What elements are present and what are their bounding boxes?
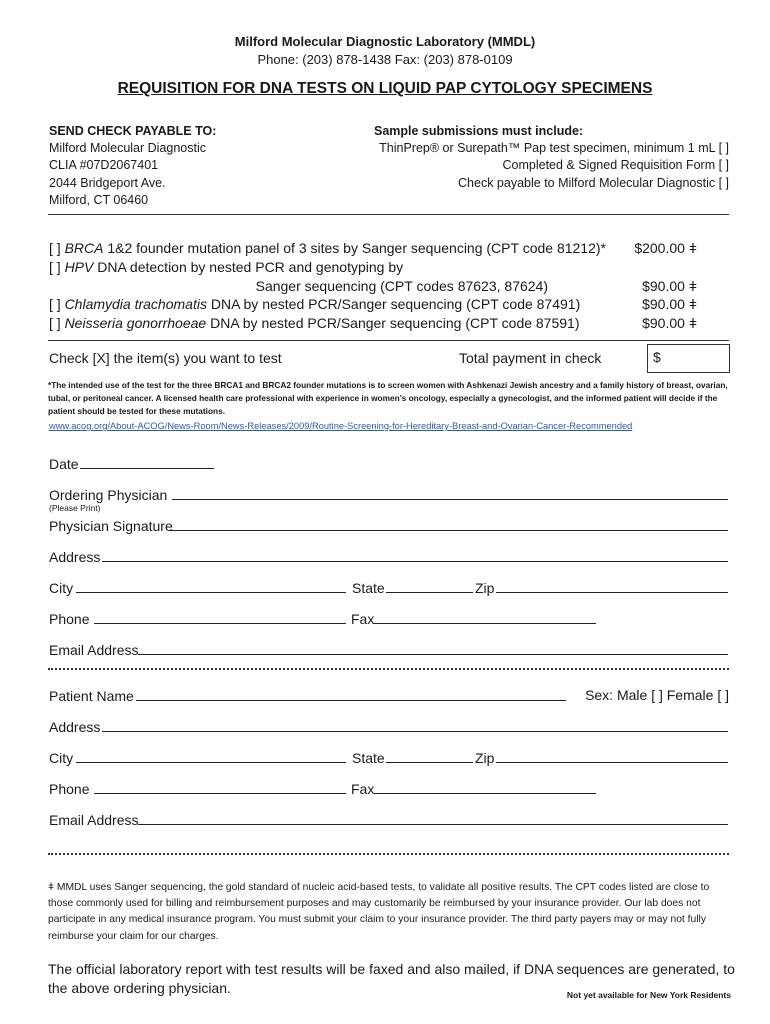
patient-city-field[interactable] xyxy=(76,762,346,763)
section-divider xyxy=(48,853,729,855)
ny-note: Not yet available for New York Residents xyxy=(566,990,731,1000)
payable-line: Milford, CT 06460 xyxy=(49,193,149,207)
test-row-hpv[interactable] xyxy=(49,259,403,275)
check-instruction: Check [X] the item(s) you want to test xyxy=(49,350,282,366)
submission-item-form[interactable]: Completed & Signed Requisition Form [ ] xyxy=(502,158,729,172)
ordering-physician-label: Ordering Physician xyxy=(49,487,168,503)
physician-zip-field[interactable] xyxy=(496,592,728,593)
submission-item-check[interactable]: Check payable to Milford Molecular Diagnostic [ ] xyxy=(458,176,729,190)
physician-fax-field[interactable] xyxy=(374,623,596,624)
physician-state-label: State xyxy=(352,580,385,596)
checkbox[interactable]: [ ] xyxy=(49,315,61,331)
physician-address-label: Address xyxy=(49,549,101,565)
test-description-hpv-cont: Sanger sequencing (CPT codes 87623, 87624) xyxy=(255,278,548,294)
physician-city-field[interactable] xyxy=(76,592,346,593)
patient-address-field[interactable] xyxy=(102,731,728,732)
test-row-brca[interactable] xyxy=(49,240,606,256)
patient-zip-field[interactable] xyxy=(496,762,728,763)
test-name: BRCA xyxy=(64,240,104,256)
patient-name-label: Patient Name xyxy=(49,688,134,704)
physician-phone-field[interactable] xyxy=(94,623,346,624)
test-description: 1&2 founder mutation panel of 3 sites by Sanger sequencing (CPT code 81212)* xyxy=(103,240,606,256)
test-name: Chlamydia trachomatis xyxy=(64,296,207,312)
patient-email-field[interactable] xyxy=(138,824,728,825)
checkbox[interactable]: [ ] xyxy=(49,240,61,256)
physician-fax-label: Fax xyxy=(351,611,375,627)
physician-address-field[interactable] xyxy=(102,561,728,562)
patient-phone-label: Phone xyxy=(49,781,90,797)
patient-name-field[interactable] xyxy=(136,700,566,701)
lab-contact: Phone: (203) 878-1438 Fax: (203) 878-0109 xyxy=(257,52,513,67)
divider xyxy=(48,340,729,341)
patient-city-label: City xyxy=(49,750,74,766)
sequencing-note: ǂ MMDL uses Sanger sequencing, the gold standard of nucleic acid-based tests, to validate all positive results. The CPT codes listed are close to those commonly used for billing and reimbursement purposes and may customarily be reimbursed by your insurance provider. Our lab does not participate in any medical insurance program. You must submit your claim to your insurance provider. The third party payers may or may not fully reimburse your claim for our charges. xyxy=(48,882,710,942)
checkbox[interactable]: [ ] xyxy=(49,259,61,275)
payable-line: Milford Molecular Diagnostic xyxy=(49,141,207,155)
physician-phone-label: Phone xyxy=(49,611,90,627)
patient-fax-field[interactable] xyxy=(374,793,596,794)
payable-line: CLIA #07D2067401 xyxy=(49,158,159,172)
test-name: HPV xyxy=(64,259,94,275)
total-payment-field[interactable] xyxy=(647,344,730,373)
please-print-hint: (Please Print) xyxy=(49,503,101,513)
checkbox[interactable]: [ ] xyxy=(49,296,61,312)
patient-state-field[interactable] xyxy=(386,762,473,763)
test-description: DNA detection by nested PCR and genotyping by xyxy=(93,259,404,275)
total-payment-label: Total payment in check xyxy=(459,350,602,366)
date-field[interactable] xyxy=(80,468,214,469)
patient-state-label: State xyxy=(352,750,385,766)
physician-city-label: City xyxy=(49,580,74,596)
dollar-sign: $ xyxy=(653,349,661,365)
price-neisseria: $90.00 ǂ xyxy=(642,315,697,331)
lab-name: Milford Molecular Diagnostic Laboratory (MMDL) xyxy=(234,34,536,49)
submission-item-specimen[interactable]: ThinPrep® or Surepath™ Pap test specimen, minimum 1 mL [ ] xyxy=(379,141,729,155)
test-row-neisseria[interactable] xyxy=(49,315,580,331)
test-name: Neisseria gonorrhoeae xyxy=(64,315,207,331)
physician-signature-field[interactable] xyxy=(170,530,728,531)
patient-email-label: Email Address xyxy=(49,812,139,828)
price-chlamydia: $90.00 ǂ xyxy=(642,296,697,312)
patient-zip-label: Zip xyxy=(475,750,495,766)
patient-phone-field[interactable] xyxy=(94,793,346,794)
reference-link[interactable]: www.acog.org/About-ACOG/News-Room/News-Releases/2009/Routine-Screening-for-Hereditary-Breast-and-Ovarian-Cancer-Recommended xyxy=(49,421,633,431)
ordering-physician-field[interactable] xyxy=(172,499,728,500)
payable-heading: SEND CHECK PAYABLE TO: xyxy=(49,124,217,138)
patient-address-label: Address xyxy=(49,719,101,735)
form-title: REQUISITION FOR DNA TESTS ON LIQUID PAP CYTOLOGY SPECIMENS xyxy=(117,80,653,97)
report-note: The official laboratory report with test results will be faxed and also mailed, if DNA sequences are generated, to the above ordering physician. xyxy=(48,961,735,996)
divider xyxy=(48,214,729,215)
section-divider xyxy=(48,668,729,670)
submissions-heading: Sample submissions must include: xyxy=(374,124,584,138)
date-label: Date xyxy=(49,456,79,472)
physician-state-field[interactable] xyxy=(386,592,473,593)
patient-sex-options[interactable]: Sex: Male [ ] Female [ ] xyxy=(585,687,729,703)
test-description: DNA by nested PCR/Sanger sequencing (CPT code 87591) xyxy=(206,315,580,331)
price-hpv: $90.00 ǂ xyxy=(642,278,697,294)
physician-signature-label: Physician Signature xyxy=(49,518,173,534)
physician-email-field[interactable] xyxy=(138,654,728,655)
price-brca: $200.00 ǂ xyxy=(634,240,697,256)
physician-email-label: Email Address xyxy=(49,642,139,658)
test-row-chlamydia[interactable] xyxy=(49,296,580,312)
payable-line: 2044 Bridgeport Ave. xyxy=(49,176,166,190)
brca-note: *The intended use of the test for the three BRCA1 and BRCA2 founder mutations is to screen women with Ashkenazi Jewish ancestry and a family history of breast, ovarian, tubal, or peritoneal cancer. A licensed health care professional with experience in women’s oncology, especially a gynecologist, and the informed patient will decide if the patient should be tested for these mutations. xyxy=(48,380,728,416)
test-description: DNA by nested PCR/Sanger sequencing (CPT code 87491) xyxy=(206,296,581,312)
patient-fax-label: Fax xyxy=(351,781,375,797)
physician-zip-label: Zip xyxy=(475,580,495,596)
